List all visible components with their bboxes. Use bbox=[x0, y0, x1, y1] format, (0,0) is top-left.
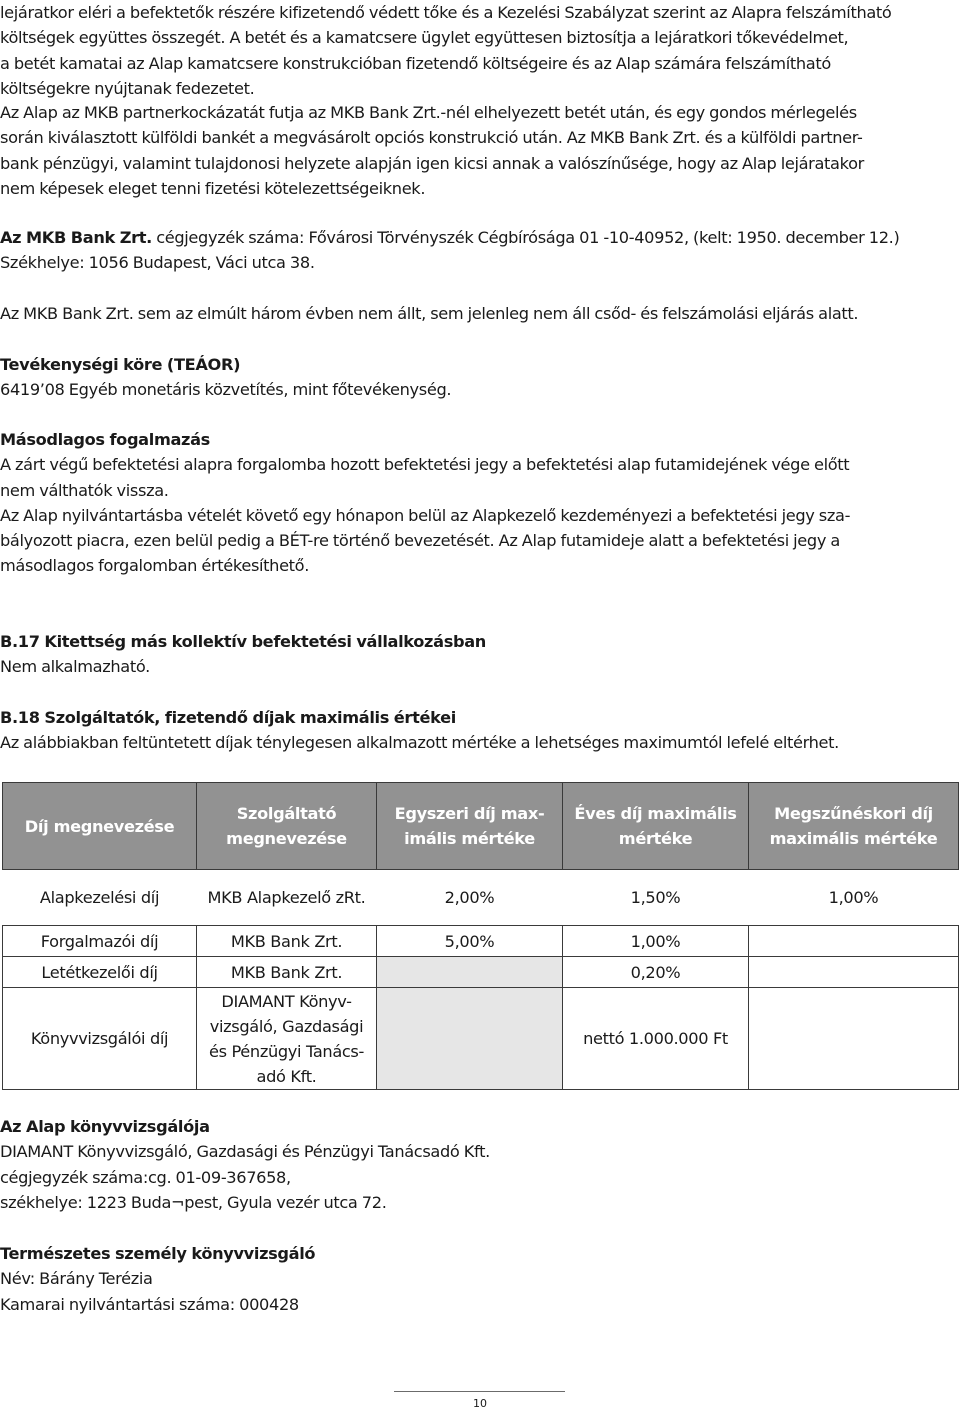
text-line bbox=[0, 225, 958, 250]
annual-fee-cell: 1,50% bbox=[630, 888, 681, 907]
text-line: A zárt végű befektetési alapra forgalomba hozott befektetési jegy a befektetési alap futamidejének vége előtt bbox=[0, 455, 850, 475]
text-line: költségekre nyújtanak fedezetet. bbox=[0, 78, 255, 98]
text-line: lejáratkor elérі a befektetők részére kifizetendő védett tőke és a Kezelési Szabályzat szerint az Alapra felszámítható bbox=[0, 3, 892, 22]
table-row bbox=[3, 988, 959, 1090]
section-heading: Az Alap könyvvizsgálója bbox=[0, 1117, 210, 1136]
text-line: Az Alap az MKB partnerkockázatát futja az MKB Bank Zrt.-nél elhelyezett betét után, és egy gondos mérlegelés bbox=[0, 103, 857, 122]
fee-name-cell: Könyvvizsgálói díj bbox=[3, 988, 197, 1090]
text-line: bályozott piacra, ezen belül pedig a BÉT-re történő bevezetését. Az Alap futamideje alatt a befektetési jegy a bbox=[0, 531, 840, 551]
text-line: Székhelye: 1056 Budapest, Váci utca 38. bbox=[0, 253, 315, 273]
text-line: nem válthatók vissza. bbox=[0, 480, 169, 500]
text-line: bank pénzügyi, valamint tulajdonosi helyzete alapján igen kicsi annak a valószínűsége, hogy az Alap lejáratakor bbox=[0, 153, 864, 173]
section-heading: Tevékenységi köre (TEÁOR) bbox=[0, 355, 241, 374]
page-number: 10 bbox=[473, 1397, 487, 1410]
mkb-status-paragraph bbox=[0, 301, 958, 326]
termination-fee-cell: 1,00% bbox=[828, 888, 879, 907]
secondary-section bbox=[0, 427, 958, 579]
annual-fee-cell: nettó 1.000.000 Ft bbox=[563, 988, 749, 1090]
text-line: cégjegyzék száma:cg. 01-09-367658, bbox=[0, 1167, 291, 1187]
fee-name-cell: Letétkezelői díj bbox=[3, 957, 197, 988]
one-time-fee-cell: 5,00% bbox=[377, 926, 563, 957]
provider-cell: MKB Bank Zrt. bbox=[197, 957, 377, 988]
registry-text: cégjegyzék száma: Fővárosi Törvényszék Cégbírósága 01 -10-40952, (kelt: 1950. december 12.) bbox=[151, 228, 900, 247]
termination-fee-cell bbox=[749, 957, 959, 988]
table-row bbox=[3, 870, 959, 926]
text-line: székhelye: 1223 Buda¬pest, Gyula vezér utca 72. bbox=[0, 1192, 387, 1212]
page-number-divider bbox=[394, 1391, 565, 1392]
annual-fee-cell: 0,20% bbox=[563, 957, 749, 988]
intro-paragraph bbox=[0, 0, 958, 101]
text-line: költségek együttes összegét. A betét és a kamatcsere ügylet együttesen biztosítja a lejáratkori tőkevédelmet, bbox=[0, 28, 849, 48]
one-time-fee-cell: 2,00% bbox=[444, 888, 495, 907]
text-line: DIAMANT Könyvvizsgáló, Gazdasági és Pénzügyi Tanácsadó Kft. bbox=[0, 1142, 490, 1162]
column-header: Díj megnevezése bbox=[3, 783, 197, 870]
one-time-fee-cell bbox=[377, 957, 563, 988]
text-line: Az MKB Bank Zrt. sem az elmúlt három évben nem állt, sem jelenleg nem áll csőd- és felszámolási eljárás alatt. bbox=[0, 304, 859, 323]
b17-section bbox=[0, 629, 958, 680]
activity-section bbox=[0, 352, 958, 403]
text-line: a betét kamatai az Alap kamatcsere konstrukcióban fizetendő költségeire és az Alap számára felszámítható bbox=[0, 53, 831, 73]
partner-risk-paragraph bbox=[0, 100, 958, 201]
fee-name-cell: Alapkezelési díj bbox=[39, 888, 160, 907]
column-header: Megszűnéskori díj maximális mértéke bbox=[749, 783, 959, 870]
text-line: Kamarai nyilvántartási száma: 000428 bbox=[0, 1294, 299, 1314]
text-line: másodlagos forgalomban értékesíthető. bbox=[0, 556, 310, 576]
provider-cell: MKB Alapkezelő zRt. bbox=[207, 888, 366, 907]
section-heading: B.17 Kitettség más kollektív befektetési vállalkozásban bbox=[0, 632, 486, 651]
table-row bbox=[3, 926, 959, 957]
text-line: Az alábbiakban feltüntetett díjak ténylegesen alkalmazott mértéke a lehetséges maximumtól lefelé eltérhet. bbox=[0, 733, 839, 753]
text-line: Nem alkalmazható. bbox=[0, 657, 150, 677]
column-header: Egyszeri díj max-imális mértéke bbox=[377, 783, 563, 870]
fee-table bbox=[2, 782, 959, 1090]
provider-cell: DIAMANT Könyv-vizsgáló, Gazdasági és Pénzügyi Tanács-adó Kft. bbox=[197, 988, 377, 1090]
auditor-section bbox=[0, 1114, 958, 1215]
column-header: Szolgáltató megnevezése bbox=[197, 783, 377, 870]
one-time-fee-cell bbox=[377, 988, 563, 1090]
termination-fee-cell bbox=[749, 926, 959, 957]
text-line: 6419’08 Egyéb monetáris közvetítés, mint főtevékenység. bbox=[0, 380, 452, 400]
table-row bbox=[3, 957, 959, 988]
section-heading: B.18 Szolgáltatók, fizetendő díjak maximális értékei bbox=[0, 708, 456, 727]
table-header-row bbox=[3, 783, 959, 870]
mkb-registry-paragraph bbox=[0, 225, 958, 276]
section-heading: Természetes személy könyvvizsgáló bbox=[0, 1244, 316, 1263]
termination-fee-cell bbox=[749, 988, 959, 1090]
provider-cell: MKB Bank Zrt. bbox=[197, 926, 377, 957]
section-heading: Másodlagos fogalmazás bbox=[0, 430, 210, 449]
natural-auditor-section bbox=[0, 1241, 958, 1317]
column-header: Éves díj maximális mértéke bbox=[563, 783, 749, 870]
annual-fee-cell: 1,00% bbox=[563, 926, 749, 957]
text-line: során kiválasztott külföldi bankét a megvásárolt opciós konstrukció után. Az MKB Bank Zrt. és a külföldi partner- bbox=[0, 128, 863, 148]
b18-section bbox=[0, 705, 958, 756]
text-line: Az Alap nyilvántartásba vételét követő egy hónapon belül az Alapkezelő kezdeményezi a befektetési jegy sza- bbox=[0, 505, 851, 525]
text-line: nem képesek eleget tenni fizetési kötelezettségeiknek. bbox=[0, 178, 426, 198]
mkb-name: Az MKB Bank Zrt. bbox=[0, 228, 152, 247]
fee-name-cell: Forgalmazói díj bbox=[3, 926, 197, 957]
text-line: Név: Bárány Terézia bbox=[0, 1269, 153, 1289]
